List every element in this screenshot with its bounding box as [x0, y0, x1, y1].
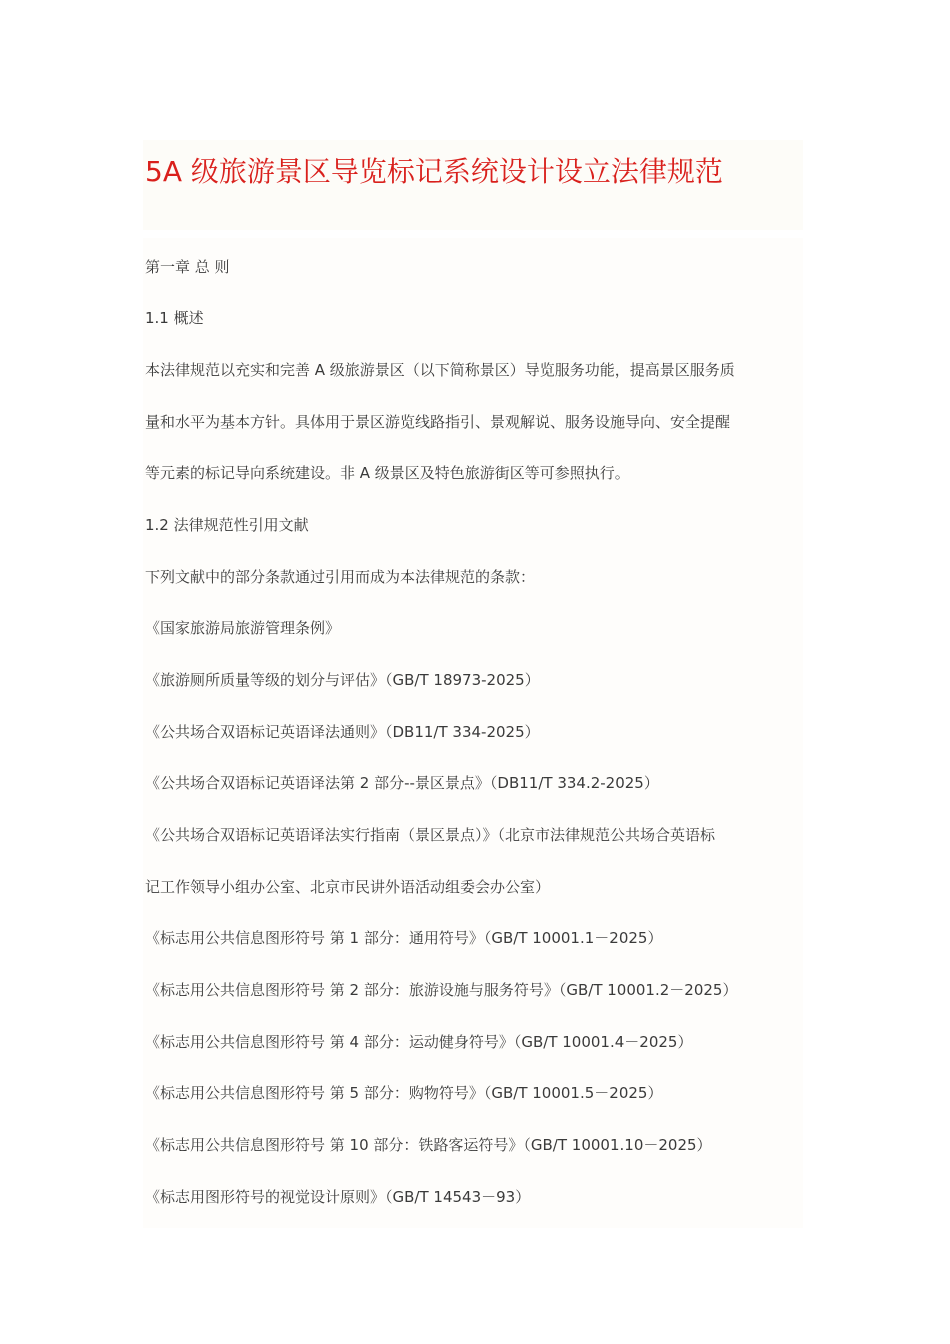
reference-item: 《标志用公共信息图形符号 第 2 部分：旅游设施与服务符号》（GB/T 10001.2－2025）: [145, 981, 738, 999]
section-heading-1-2: 1.2 法律规范性引用文献: [145, 516, 309, 534]
reference-item: 《标志用公共信息图形符号 第 1 部分：通用符号》（GB/T 10001.1－2025）: [145, 929, 663, 947]
reference-item: 《标志用公共信息图形符号 第 4 部分：运动健身符号》（GB/T 10001.4－2025）: [145, 1033, 693, 1051]
reference-item: 《旅游厕所质量等级的划分与评估》（GB/T 18973-2025）: [145, 671, 540, 689]
chapter-heading: 第一章 总 则: [145, 258, 230, 276]
reference-item: 《公共场合双语标记英语译法实行指南（景区景点）》（北京市法律规范公共场合英语标: [145, 826, 716, 844]
paragraph-line: 本法律规范以充实和完善 A 级旅游景区（以下简称景区）导览服务功能，提高景区服务质: [145, 361, 735, 379]
paragraph-line: 下列文献中的部分条款通过引用而成为本法律规范的条款：: [145, 568, 536, 586]
paragraph-line: 等元素的标记导向系统建设。非 A 级景区及特色旅游街区等可参照执行。: [145, 464, 630, 482]
reference-item-continued: 记工作领导小组办公室、北京市民讲外语活动组委会办公室）: [145, 878, 551, 896]
paragraph-line: 量和水平为基本方针。具体用于景区游览线路指引、景观解说、服务设施导向、安全提醒: [145, 413, 731, 431]
reference-item: 《国家旅游局旅游管理条例》: [145, 619, 341, 637]
reference-item: 《公共场合双语标记英语译法第 2 部分--景区景点》（DB11/T 334.2-2025）: [145, 774, 659, 792]
reference-item: 《标志用图形符号的视觉设计原则》（GB/T 14543－93）: [145, 1188, 531, 1206]
section-heading-1-1: 1.1 概述: [145, 309, 204, 327]
reference-item: 《标志用公共信息图形符号 第 5 部分：购物符号》（GB/T 10001.5－2025）: [145, 1084, 663, 1102]
reference-item: 《公共场合双语标记英语译法通则》（DB11/T 334-2025）: [145, 723, 540, 741]
reference-item: 《标志用公共信息图形符号 第 10 部分：铁路客运符号》（GB/T 10001.10－2025）: [145, 1136, 712, 1154]
document-title: 5A 级旅游景区导览标记系统设计设立法律规范: [145, 155, 723, 188]
